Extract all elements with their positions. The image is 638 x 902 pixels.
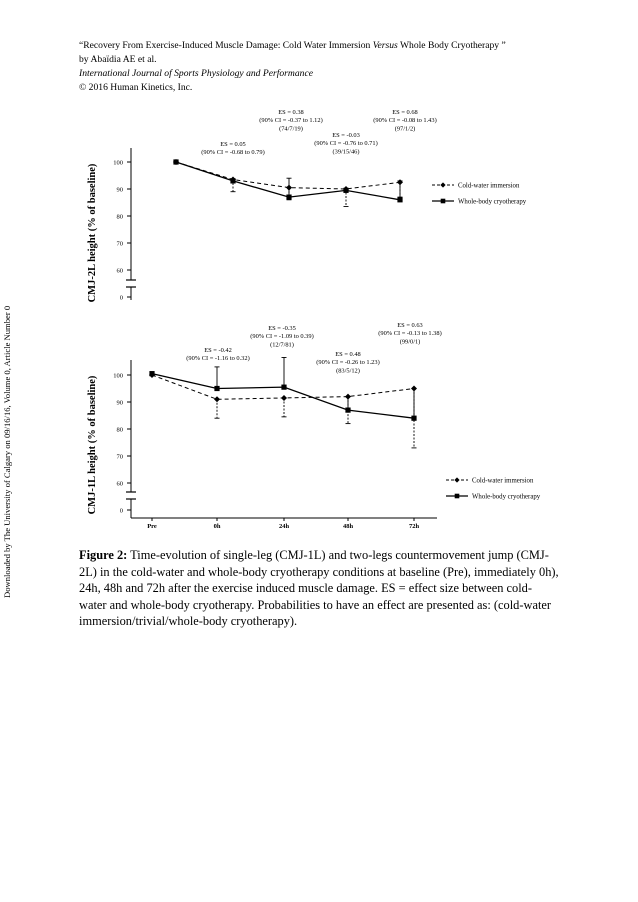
chart2-point-2 bbox=[411, 416, 416, 421]
chart1-es-annotation: (97/1/2) bbox=[394, 125, 416, 133]
figure-caption bbox=[79, 547, 559, 630]
chart1-es-annotation: (90% CI = -0.37 to 1.12) bbox=[259, 117, 323, 125]
chart2-es-annotation: ES = 0.63 bbox=[397, 322, 423, 329]
chart1-y-tick-label: 100 bbox=[113, 159, 123, 167]
chart2-point-2 bbox=[149, 371, 154, 376]
chart2-es-annotation: (90% CI = -1.09 to 0.39) bbox=[250, 333, 314, 341]
chart1-point-2 bbox=[230, 178, 235, 183]
chart1-es-annotation: (90% CI = -0.68 to 0.79) bbox=[201, 149, 265, 157]
chart2-y-axis-label: CMJ-1L height (% of baseline) bbox=[87, 375, 98, 515]
chart2-legend-label-2: Whole-body cryotherapy bbox=[472, 493, 541, 501]
citation-title-italic: Versus bbox=[372, 40, 398, 51]
chart2-point-1 bbox=[281, 395, 287, 401]
chart2-point-2 bbox=[214, 386, 219, 391]
chart1-series-line-2 bbox=[176, 162, 400, 200]
chart2-legend-marker-1 bbox=[454, 477, 459, 482]
chart1-legend-marker-2 bbox=[441, 199, 446, 204]
chart1-point-2 bbox=[286, 195, 291, 200]
chart1-legend-marker-1 bbox=[440, 182, 445, 187]
figure-caption-text: Time-evolution of single-leg (CMJ-1L) and two-legs countermovement jump (CMJ-2L) in the cold-water and whole-body cryotherapy conditions at baseline (Pre), immediately 0h), 24h, 48h and 72h after the exercise induced muscle damage. ES = effect size between cold-water and whole-body cryotherapy. Probabilities to have an effect are presented as: (cold-water immersion/trivial/whole-body cryotherapy). bbox=[79, 548, 559, 628]
chart2-y-tick-label: 60 bbox=[116, 480, 123, 488]
chart1-y-tick-label: 0 bbox=[119, 294, 123, 302]
chart2-y-tick-label: 90 bbox=[116, 399, 123, 407]
chart2-es-annotation: (90% CI = -1.16 to 0.32) bbox=[186, 355, 250, 363]
chart1-es-annotation: ES = 0.68 bbox=[392, 109, 418, 116]
chart2-point-2 bbox=[281, 385, 286, 390]
chart2-es-annotation: (90% CI = -0.26 to 1.23) bbox=[316, 359, 380, 367]
chart2-y-tick-label: 70 bbox=[116, 453, 123, 461]
chart1-y-tick-label: 90 bbox=[116, 186, 123, 194]
chart2-es-annotation: (90% CI = -0.13 to 1.38) bbox=[378, 330, 442, 338]
chart2-legend-marker-2 bbox=[455, 494, 460, 499]
figure-caption-label: Figure 2: bbox=[79, 548, 128, 562]
chart1-es-annotation: ES = 0.05 bbox=[220, 141, 246, 148]
chart1-legend-label-2: Whole-body cryotherapy bbox=[458, 198, 527, 206]
chart1-es-annotation: (90% CI = -0.08 to 1.43) bbox=[373, 117, 437, 125]
chart2-x-tick-label: 72h bbox=[408, 523, 420, 530]
citation-journal: International Journal of Sports Physiology and Performance bbox=[79, 68, 313, 79]
chart2-y-tick-label: 0 bbox=[119, 507, 123, 515]
chart2-x-tick-label: Pre bbox=[147, 523, 157, 530]
download-watermark: Downloaded by The University of Calgary on 09/16/16, Volume 0, Article Number 0 bbox=[2, 305, 12, 598]
chart2-x-tick-label: 0h bbox=[213, 523, 221, 530]
chart1-y-tick-label: 60 bbox=[116, 267, 123, 275]
chart2-es-annotation: (12/7/81) bbox=[270, 341, 294, 349]
chart2-es-annotation: ES = 0.48 bbox=[335, 351, 361, 358]
chart1-point-2 bbox=[173, 159, 178, 164]
chart1-point-2 bbox=[343, 188, 348, 193]
citation-title-pre: “Recovery From Exercise-Induced Muscle Damage: Cold Water Immersion bbox=[79, 40, 373, 51]
chart2-es-annotation: (83/5/12) bbox=[336, 367, 360, 375]
chart1-es-annotation: (90% CI = -0.76 to 0.71) bbox=[314, 140, 378, 148]
chart2-y-tick-label: 80 bbox=[116, 426, 123, 434]
chart2-es-annotation: ES = -0.35 bbox=[268, 325, 296, 332]
citation-copyright: © 2016 Human Kinetics, Inc. bbox=[79, 82, 193, 93]
chart1-legend-label-1: Cold-water immersion bbox=[458, 182, 520, 190]
chart1-y-tick-label: 70 bbox=[116, 240, 123, 248]
chart2-x-tick-label: 24h bbox=[278, 523, 290, 530]
citation-authors: by Abaïdia AE et al. bbox=[79, 54, 157, 65]
chart2-es-annotation: ES = -0.42 bbox=[204, 347, 232, 354]
chart1-point-2 bbox=[397, 197, 402, 202]
chart1-es-annotation: (74/7/19) bbox=[279, 125, 303, 133]
chart2-legend-label-1: Cold-water immersion bbox=[472, 477, 534, 485]
chart2-point-1 bbox=[214, 396, 220, 402]
citation-title-post: Whole Body Cryotherapy ” bbox=[397, 40, 506, 51]
chart2-point-2 bbox=[345, 408, 350, 413]
chart1-y-tick-label: 80 bbox=[116, 213, 123, 221]
chart2-series-line-2 bbox=[152, 374, 414, 419]
chart2-x-tick-label: 48h bbox=[342, 523, 354, 530]
chart1-es-annotation: (39/15/46) bbox=[332, 148, 360, 156]
chart2-y-tick-label: 100 bbox=[113, 372, 123, 380]
chart1-y-axis-label: CMJ-2L height (% of baseline) bbox=[87, 163, 98, 303]
chart1-es-annotation: ES = -0.03 bbox=[332, 132, 360, 139]
chart1-es-annotation: ES = 0.38 bbox=[278, 109, 304, 116]
chart2-es-annotation: (99/0/1) bbox=[399, 338, 421, 346]
chart1-series-line-1 bbox=[176, 162, 400, 189]
